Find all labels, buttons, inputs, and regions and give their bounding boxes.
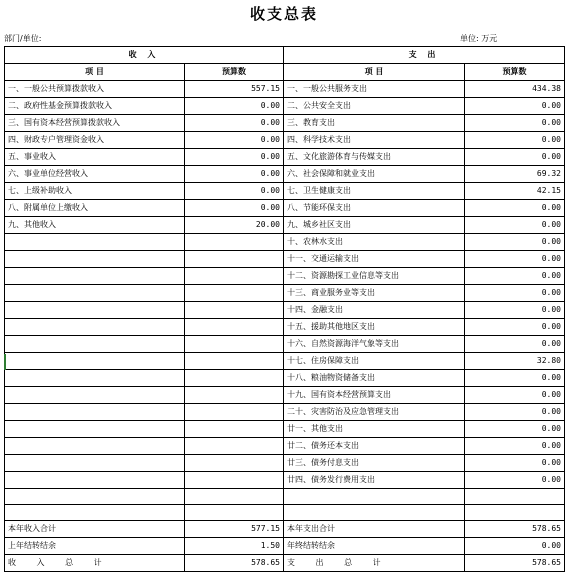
expense-total-value[interactable]: 0.00 xyxy=(465,538,565,555)
blank-cell[interactable] xyxy=(465,505,565,521)
table-row xyxy=(5,319,565,336)
income-item-value[interactable] xyxy=(185,302,284,319)
income-item-label[interactable]: 四、财政专户管理资金收入 xyxy=(5,132,185,149)
blank-cell[interactable] xyxy=(465,489,565,505)
income-item-value[interactable]: 0.00 xyxy=(185,200,284,217)
table-row xyxy=(5,404,565,421)
total-row xyxy=(5,521,565,538)
income-item-value[interactable]: 0.00 xyxy=(185,115,284,132)
expense-item-value[interactable]: 0.00 xyxy=(465,234,565,251)
table-row xyxy=(5,115,565,132)
income-total-label[interactable]: 收 入 总 计 xyxy=(5,555,185,572)
income-item-label[interactable] xyxy=(5,404,185,421)
income-item-value[interactable] xyxy=(185,234,284,251)
expense-item-value[interactable]: 0.00 xyxy=(465,115,565,132)
table-row xyxy=(5,421,565,438)
table-row xyxy=(5,336,565,353)
income-item-label[interactable] xyxy=(5,370,185,387)
expense-item-label[interactable]: 六、社会保障和就业支出 xyxy=(284,166,465,183)
income-item-value[interactable] xyxy=(185,455,284,472)
income-item-label[interactable] xyxy=(5,421,185,438)
income-item-value[interactable]: 20.00 xyxy=(185,217,284,234)
income-item-label[interactable]: 九、其他收入 xyxy=(5,217,185,234)
expense-item-label[interactable]: 五、文化旅游体育与传媒支出 xyxy=(284,149,465,166)
income-item-label[interactable] xyxy=(5,319,185,336)
table-row xyxy=(5,387,565,404)
income-item-value[interactable] xyxy=(185,319,284,336)
income-item-label[interactable] xyxy=(5,353,185,370)
blank-cell[interactable] xyxy=(185,489,284,505)
income-item-value[interactable] xyxy=(185,404,284,421)
income-item-value[interactable] xyxy=(185,285,284,302)
expense-item-label[interactable]: 十六、自然资源海洋气象等支出 xyxy=(284,336,465,353)
income-item-label[interactable] xyxy=(5,336,185,353)
expense-item-label[interactable]: 廿四、债务发行费用支出 xyxy=(284,472,465,489)
expense-item-value[interactable]: 0.00 xyxy=(465,251,565,268)
expense-item-value[interactable]: 0.00 xyxy=(465,319,565,336)
income-item-label[interactable]: 六、事业单位经营收入 xyxy=(5,166,185,183)
table-row xyxy=(5,472,565,489)
expense-item-value[interactable]: 0.00 xyxy=(465,421,565,438)
income-item-value[interactable] xyxy=(185,438,284,455)
expense-header[interactable]: 支 出 xyxy=(284,47,565,64)
expense-total-label[interactable]: 本年支出合计 xyxy=(284,521,465,538)
expense-item-label[interactable]: 十八、粮油物资储备支出 xyxy=(284,370,465,387)
income-item-label[interactable] xyxy=(5,268,185,285)
table-row xyxy=(5,98,565,115)
expense-item-value[interactable]: 0.00 xyxy=(465,472,565,489)
table-row xyxy=(5,183,565,200)
income-item-value[interactable] xyxy=(185,387,284,404)
income-total-value[interactable]: 577.15 xyxy=(185,521,284,538)
page-title: 收支总表 xyxy=(249,5,318,23)
blank-row xyxy=(5,489,565,505)
expense-budget-header[interactable]: 预算数 xyxy=(465,64,565,81)
expense-item-label[interactable]: 十七、住房保障支出 xyxy=(284,353,465,370)
income-total-label[interactable]: 本年收入合计 xyxy=(5,521,185,538)
cell-selection-indicator xyxy=(4,354,6,370)
expense-item-label[interactable]: 十一、交通运输支出 xyxy=(284,251,465,268)
income-item-value[interactable] xyxy=(185,421,284,438)
table-row xyxy=(5,302,565,319)
income-item-label[interactable]: 五、事业收入 xyxy=(5,149,185,166)
column-header-row xyxy=(5,64,565,81)
income-item-value[interactable] xyxy=(185,268,284,285)
department-label: 部门/单位: xyxy=(4,34,42,43)
expense-item-label[interactable]: 八、节能环保支出 xyxy=(284,200,465,217)
income-item-label[interactable]: 八、附属单位上缴收入 xyxy=(5,200,185,217)
expense-total-label[interactable]: 支 出 总 计 xyxy=(284,555,465,572)
table-row xyxy=(5,370,565,387)
income-item-label[interactable] xyxy=(5,438,185,455)
expense-item-label[interactable]: 九、城乡社区支出 xyxy=(284,217,465,234)
expense-item-value[interactable]: 0.00 xyxy=(465,438,565,455)
table-row xyxy=(5,217,565,234)
section-header-row xyxy=(5,47,565,64)
income-item-value[interactable]: 0.00 xyxy=(185,132,284,149)
income-item-value[interactable]: 557.15 xyxy=(185,81,284,98)
income-item-header[interactable]: 项 目 xyxy=(5,64,185,81)
income-item-label[interactable]: 七、上级补助收入 xyxy=(5,183,185,200)
expense-item-value[interactable]: 0.00 xyxy=(465,200,565,217)
expense-item-label[interactable]: 三、教育支出 xyxy=(284,115,465,132)
income-item-value[interactable]: 0.00 xyxy=(185,166,284,183)
expense-item-label[interactable]: 二十、灾害防治及应急管理支出 xyxy=(284,404,465,421)
income-item-label[interactable] xyxy=(5,285,185,302)
income-item-value[interactable] xyxy=(185,336,284,353)
income-item-label[interactable] xyxy=(5,472,185,489)
income-item-label[interactable] xyxy=(5,234,185,251)
blank-cell[interactable] xyxy=(5,505,185,521)
expense-item-label[interactable]: 十二、资源勘探工业信息等支出 xyxy=(284,268,465,285)
table-row xyxy=(5,285,565,302)
expense-item-value[interactable]: 0.00 xyxy=(465,132,565,149)
expense-total-value[interactable]: 578.65 xyxy=(465,521,565,538)
table-row xyxy=(5,438,565,455)
income-item-value[interactable]: 0.00 xyxy=(185,98,284,115)
expense-item-label[interactable]: 十九、国有资本经营预算支出 xyxy=(284,387,465,404)
income-budget-header[interactable]: 预算数 xyxy=(185,64,284,81)
expense-item-value[interactable]: 0.00 xyxy=(465,302,565,319)
blank-cell[interactable] xyxy=(185,505,284,521)
table-row xyxy=(5,268,565,285)
expense-item-value[interactable]: 0.00 xyxy=(465,268,565,285)
income-item-value[interactable]: 0.00 xyxy=(185,149,284,166)
expense-item-value[interactable]: 0.00 xyxy=(465,455,565,472)
summary-table xyxy=(4,46,565,572)
income-item-label[interactable] xyxy=(5,455,185,472)
expense-item-value[interactable]: 0.00 xyxy=(465,404,565,421)
table-row xyxy=(5,455,565,472)
unit-label: 单位: 万元 xyxy=(460,34,498,43)
income-total-value[interactable]: 1.50 xyxy=(185,538,284,555)
expense-item-value[interactable]: 0.00 xyxy=(465,336,565,353)
expense-item-value[interactable]: 0.00 xyxy=(465,370,565,387)
income-item-value[interactable]: 0.00 xyxy=(185,183,284,200)
table-row xyxy=(5,353,565,370)
expense-item-label[interactable]: 十四、金融支出 xyxy=(284,302,465,319)
expense-item-label[interactable]: 四、科学技术支出 xyxy=(284,132,465,149)
income-item-label[interactable]: 一、一般公共预算拨款收入 xyxy=(5,81,185,98)
expense-total-value[interactable]: 578.65 xyxy=(465,555,565,572)
expense-item-value[interactable]: 434.38 xyxy=(465,81,565,98)
expense-item-label[interactable]: 廿三、债务付息支出 xyxy=(284,455,465,472)
income-item-value[interactable] xyxy=(185,353,284,370)
income-item-label[interactable] xyxy=(5,302,185,319)
blank-cell[interactable] xyxy=(284,489,465,505)
expense-item-label[interactable]: 七、卫生健康支出 xyxy=(284,183,465,200)
expense-item-value[interactable]: 0.00 xyxy=(465,98,565,115)
expense-item-label[interactable]: 二、公共安全支出 xyxy=(284,98,465,115)
total-row xyxy=(5,555,565,572)
blank-cell[interactable] xyxy=(284,505,465,521)
expense-item-label[interactable]: 廿二、债务还本支出 xyxy=(284,438,465,455)
expense-item-value[interactable]: 0.00 xyxy=(465,149,565,166)
table-row xyxy=(5,149,565,166)
blank-cell[interactable] xyxy=(5,489,185,505)
expense-item-label[interactable]: 十三、商业服务业等支出 xyxy=(284,285,465,302)
table-row xyxy=(5,234,565,251)
total-row xyxy=(5,538,565,555)
income-item-value[interactable] xyxy=(185,370,284,387)
blank-row xyxy=(5,505,565,521)
table-row xyxy=(5,132,565,149)
table-row xyxy=(5,251,565,268)
income-item-label[interactable] xyxy=(5,387,185,404)
income-item-value[interactable] xyxy=(185,472,284,489)
table-row xyxy=(5,200,565,217)
expense-item-value[interactable]: 0.00 xyxy=(465,217,565,234)
table-row xyxy=(5,166,565,183)
income-total-value[interactable]: 578.65 xyxy=(185,555,284,572)
income-total-label[interactable]: 上年结转结余 xyxy=(5,538,185,555)
expense-item-label[interactable]: 一、一般公共服务支出 xyxy=(284,81,465,98)
expense-item-label[interactable]: 十五、援助其他地区支出 xyxy=(284,319,465,336)
expense-item-value[interactable]: 42.15 xyxy=(465,183,565,200)
income-header[interactable]: 收 入 xyxy=(5,47,284,64)
expense-item-value[interactable]: 0.00 xyxy=(465,387,565,404)
income-item-label[interactable]: 三、国有资本经营预算拨款收入 xyxy=(5,115,185,132)
expense-item-label[interactable]: 廿一、其他支出 xyxy=(284,421,465,438)
expense-item-value[interactable]: 0.00 xyxy=(465,285,565,302)
expense-item-header[interactable]: 项 目 xyxy=(284,64,465,81)
expense-item-value[interactable]: 32.80 xyxy=(465,353,565,370)
expense-total-label[interactable]: 年终结转结余 xyxy=(284,538,465,555)
income-item-label[interactable] xyxy=(5,251,185,268)
income-item-value[interactable] xyxy=(185,251,284,268)
income-item-label[interactable]: 二、政府性基金预算拨款收入 xyxy=(5,98,185,115)
table-row xyxy=(5,81,565,98)
expense-item-label[interactable]: 十、农林水支出 xyxy=(284,234,465,251)
expense-item-value[interactable]: 69.32 xyxy=(465,166,565,183)
